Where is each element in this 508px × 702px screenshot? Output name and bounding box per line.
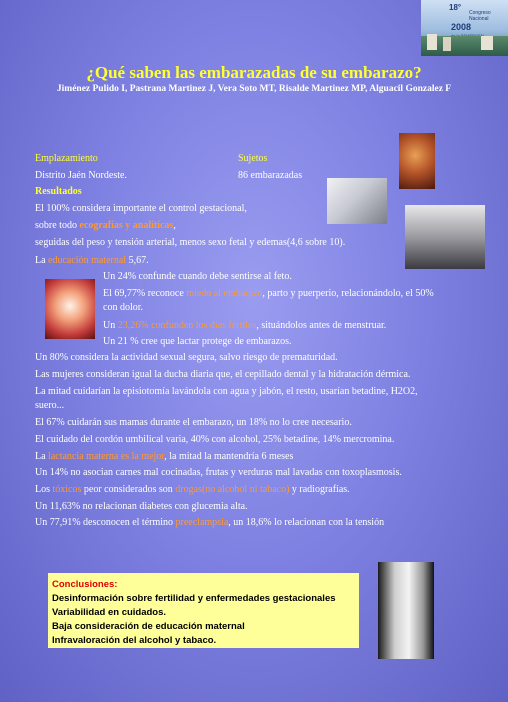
result-item: El 69,77% reconoce miedo al embarazo, parto y puerperio, relacionándolo, el 50% <box>103 288 434 299</box>
conclusions-heading: Conclusiones: <box>52 579 118 590</box>
result-paragraph: Las mujeres consideran igual la ducha diaria que, el cepillado dental y la hidratación dérmica. <box>35 369 411 380</box>
result-item: Un 24% confunde cuando debe sentirse al feto. <box>103 271 292 282</box>
conclusion-item: Infravaloración del alcohol y tabaco. <box>52 635 217 646</box>
congress-logo <box>421 0 508 56</box>
conclusions-box <box>48 573 359 648</box>
result-item: Un 23,26% confunden los días fértiles, situándolos antes de menstruar. <box>103 320 387 331</box>
doctor-consultation-image <box>405 205 485 269</box>
result-line: seguidas del peso y tensión arterial, menos sexo fetal y edemas(4,6 sobre 10). <box>35 237 346 248</box>
result-paragraph: El 67% cuidarán sus mamas durante el embarazo, un 18% no lo cree necesario. <box>35 417 352 428</box>
poster-title: ¿Qué saben las embarazadas de su embarazo? <box>86 63 422 82</box>
result-paragraph: Un 77,91% desconocen el término preeclampsia, un 18,6% lo relacionan con la tensión <box>35 517 385 528</box>
logo-year: 2008 <box>451 22 472 32</box>
fetus-ultrasound-image <box>399 133 435 189</box>
result-line: sobre todo ecografías y analíticas, <box>35 220 176 231</box>
logo-building <box>443 37 451 51</box>
result-paragraph: Un 14% no asocian carnes mal cocinadas, frutas y verduras mal lavadas con toxoplasmosis. <box>35 467 402 478</box>
result-item: Un 21 % cree que lactar protege de embarazos. <box>103 336 292 347</box>
logo-building <box>481 36 493 50</box>
result-paragraph: Un 80% considera la actividad sexual segura, salvo riesgo de prematuridad. <box>35 352 338 363</box>
result-paragraph: Un 11,63% no relacionan diabetes con glucemia alta. <box>35 501 248 512</box>
logo-small-text-a: Congreso <box>469 10 491 16</box>
logo-building <box>427 34 437 50</box>
result-line: La educación maternal 5,67. <box>35 255 149 266</box>
sujetos-value: 86 embarazadas <box>238 170 303 181</box>
result-paragraph-continuation: suero... <box>35 400 65 411</box>
conclusion-item: Baja consideración de educación maternal <box>52 621 245 632</box>
conclusion-item: Desinformación sobre fertilidad y enfermedades gestacionales <box>52 593 336 604</box>
hands-belly-image <box>378 562 434 659</box>
poster-authors: Jiménez Pulido I, Pastrana Martinez J, Vera Soto MT, Risalde Martinez MP, Alguacil Gonzalez F <box>56 84 452 94</box>
result-paragraph: La mitad cuidarían la episiotomía lavándola con agua y jabón, el resto, usarían betadine, H2O2, <box>35 386 418 397</box>
logo-small-text-b: Nacional <box>469 16 489 22</box>
result-paragraph: La lactancia materna es la mejor, la mitad la mantendría 6 meses <box>35 451 294 462</box>
result-line: El 100% considera importante el control gestacional, <box>35 203 247 214</box>
logo-big-text: 18° <box>449 3 462 12</box>
conclusion-item: Variabilidad en cuidados. <box>52 607 167 618</box>
sujetos-label: Sujetos <box>238 153 268 164</box>
emplazamiento-value: Distrito Jaén Nordeste. <box>35 170 127 181</box>
result-paragraph: Los tóxicos peor considerados son drogas(no alcohol ni tabaco) y radiografías. <box>35 484 350 495</box>
result-paragraph: El cuidado del cordón umbilical varia, 40% con alcohol, 25% betadine, 14% mercromina. <box>35 434 395 445</box>
emplazamiento-label: Emplazamiento <box>35 153 98 164</box>
embryo-image <box>45 279 95 339</box>
result-item-continuation: con dolor. <box>103 302 143 313</box>
resultados-label: Resultados <box>35 186 82 197</box>
pregnant-woman-image <box>327 178 387 224</box>
